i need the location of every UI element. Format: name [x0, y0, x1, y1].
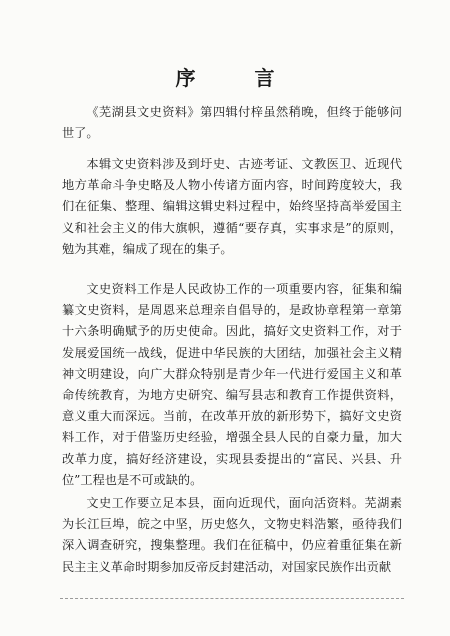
page-title: 序 言: [175, 66, 301, 90]
paragraph-4: 文史工作要立足本县，面向近现代，面向活资料。芜湖素为长江巨埠，皖之中坚，历史悠久，文物史料浩繁，亟待我们深入调查研究，搜集整理。我们在征稿中，仍应着重征集在新民主主义革命时期参加反帝反封建活动，对国家民族作出贡献: [62, 496, 402, 574]
paragraph-3: 文史资料工作是人民政协工作的一项重要内容，征集和编纂文史资料，是周恩来总理亲自倡导的，是政协章程第一章第十六条明确赋予的历史使命。因此，搞好文史资料工作，对于发展爱国统一战线，促进中华民族的大团结，加强社会主义精神文明建设，向广大群众特别是青少年一代进行爱国主义和革命传统教育，为地方史研究、编写县志和教育工作提供资料，意义重大而深远。当前，在改革开放的新形势下，搞好文史资料工作，对于借鉴历史经验，增强全县人民的自豪力量，加大改革力度，搞好经济建设，实现县委提出的“富民、兴县、升位”工程也是不可或缺的。: [62, 282, 402, 487]
paragraph-2: 本辑文史资料涉及到圩史、古迹考证、文教医卫、近现代地方革命斗争史略及人物小传诸方面内容，时间跨度较大，我们在征集、整理、编辑这辑史料过程中，始终坚持高举爱国主义和社会主义的伟大旗帜，遵循“要存真，实事求是”的原则，勉为其难，编成了现在的集子。: [62, 157, 402, 256]
paragraph-1: 《芜湖县文史资料》第四辑付梓虽然稍晚，但终于能够问世了。: [62, 105, 402, 141]
bottom-divider: [60, 598, 404, 599]
